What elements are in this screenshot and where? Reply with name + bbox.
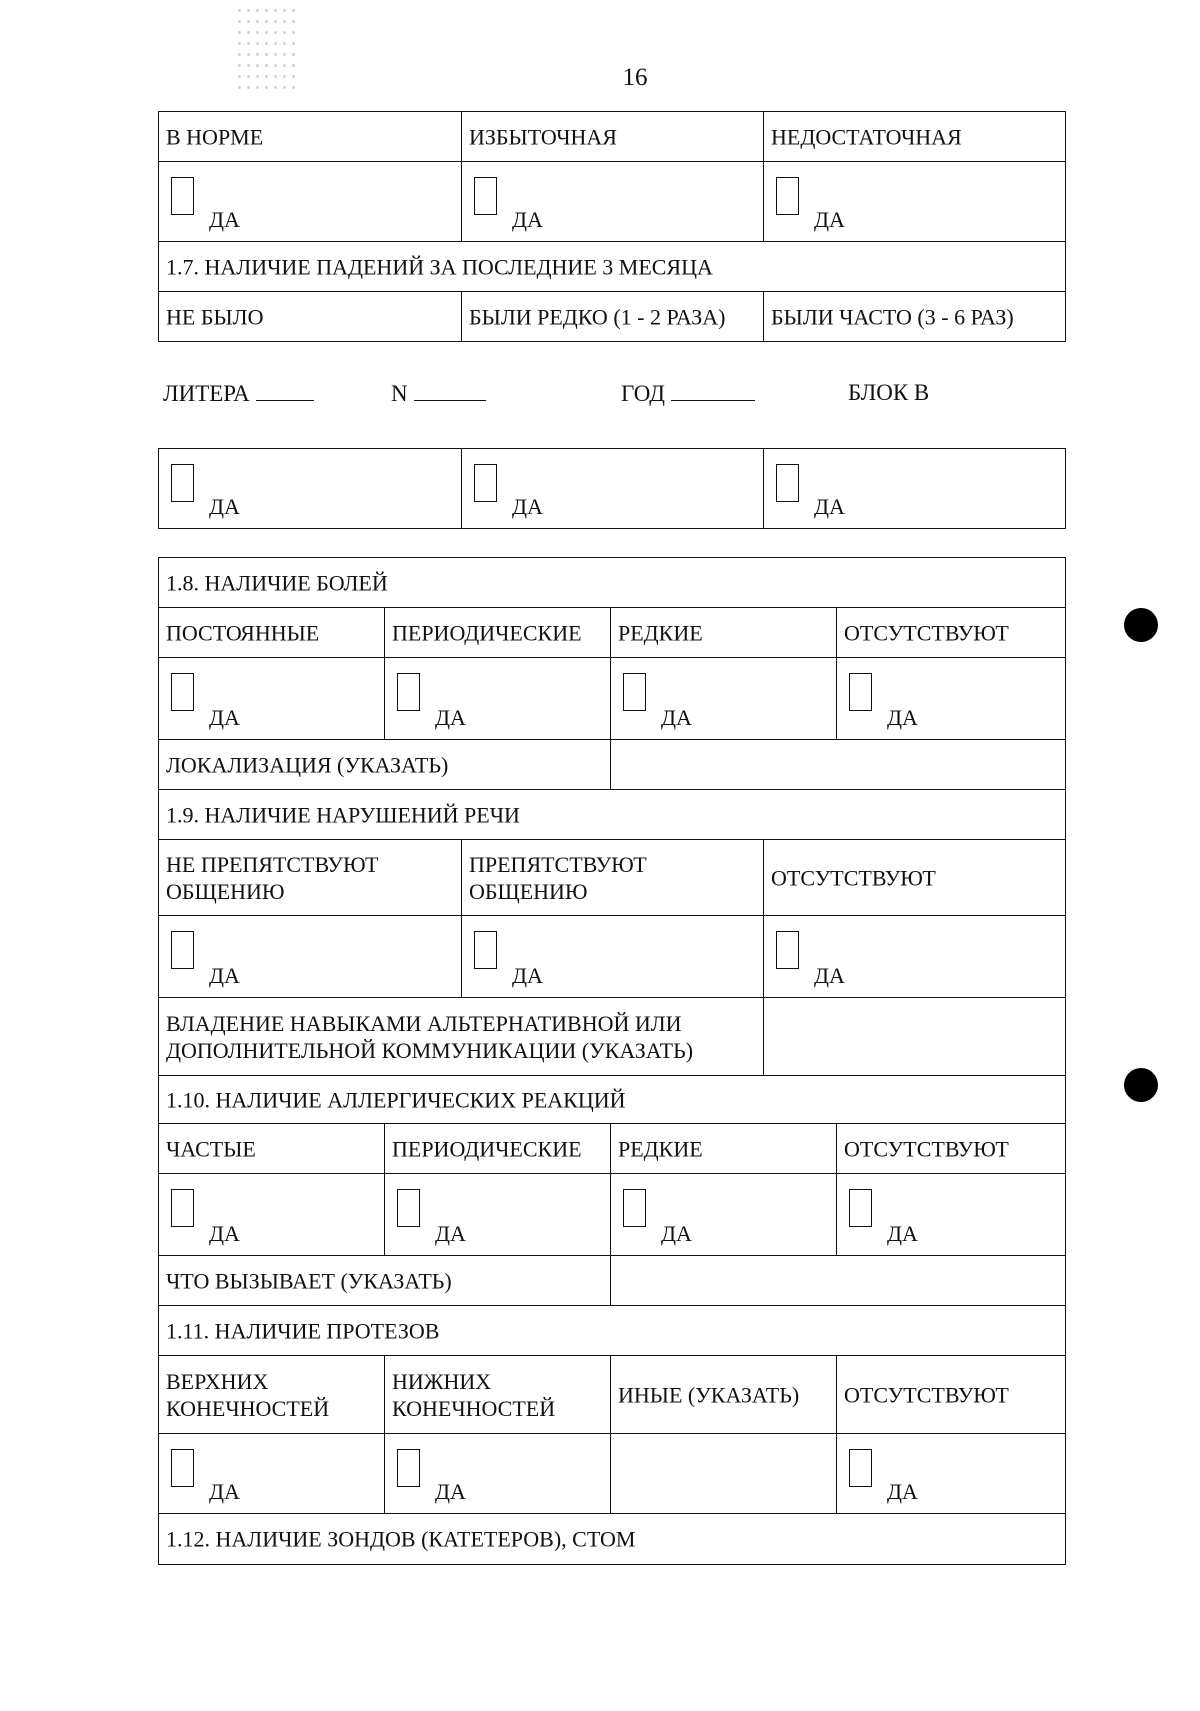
checkbox[interactable] [623, 1189, 646, 1227]
header-cell-rare: РЕДКИЕ [611, 1124, 837, 1174]
header-cell-insufficient: НЕДОСТАТОЧНАЯ [764, 112, 1065, 162]
checkbox-cell [764, 449, 1065, 528]
god-field: ГОД [621, 380, 755, 407]
checkbox-cell [837, 1174, 1065, 1256]
header-cell-periodic: ПЕРИОДИЧЕСКИЕ [385, 1124, 611, 1174]
checkbox-cell [159, 916, 462, 998]
checkbox-cell [462, 162, 764, 242]
header-cell-rare-falls: БЫЛИ РЕДКО (1 - 2 РАЗА) [462, 292, 764, 341]
section-title-1-8: 1.8. НАЛИЧИЕ БОЛЕЙ [159, 558, 1065, 608]
checkbox[interactable] [474, 931, 497, 969]
checkbox-label: ДА [661, 705, 692, 730]
checkbox-cell [385, 1434, 611, 1514]
checkbox[interactable] [397, 1449, 420, 1487]
checkbox[interactable] [776, 177, 799, 215]
n-blank[interactable] [414, 380, 486, 401]
alt-communication-input[interactable] [764, 998, 1065, 1076]
checkbox[interactable] [849, 1189, 872, 1227]
checkbox-label: ДА [435, 1221, 466, 1246]
header-cell-lower-limbs: НИЖНИХ КОНЕЧНОСТЕЙ [385, 1356, 611, 1434]
checkbox-label: ДА [209, 1479, 240, 1504]
checkbox-label: ДА [209, 1221, 240, 1246]
checkbox-cell [159, 658, 385, 740]
section-title-1-7: 1.7. НАЛИЧИЕ ПАДЕНИЙ ЗА ПОСЛЕДНИЕ 3 МЕСЯЦА [159, 242, 1065, 292]
n-field: N [391, 380, 486, 407]
form-table-weight-falls [158, 111, 1066, 342]
checkbox[interactable] [171, 1449, 194, 1487]
checkbox-cell [462, 449, 764, 528]
checkbox-cell [837, 658, 1065, 740]
header-cell-hinder: ПРЕПЯТСТВУЮТ ОБЩЕНИЮ [462, 840, 764, 916]
header-cell-upper-limbs: ВЕРХНИХ КОНЕЧНОСТЕЙ [159, 1356, 385, 1434]
header-cell-absent: ОТСУТСТВУЮТ [837, 1124, 1065, 1174]
litera-field: ЛИТЕРА [163, 380, 314, 407]
checkbox-cell [159, 162, 462, 242]
checkbox-label: ДА [814, 207, 845, 232]
section-title-1-11: 1.11. НАЛИЧИЕ ПРОТЕЗОВ [159, 1306, 1065, 1356]
header-cell-normal: В НОРМЕ [159, 112, 462, 162]
checkbox-label: ДА [512, 963, 543, 988]
checkbox-label: ДА [209, 207, 240, 232]
other-prosthesis-input[interactable] [611, 1434, 837, 1514]
checkbox-cell [764, 916, 1065, 998]
checkbox-cell [611, 1174, 837, 1256]
header-cell-periodic: ПЕРИОДИЧЕСКИЕ [385, 608, 611, 658]
header-cell-frequent-falls: БЫЛИ ЧАСТО (3 - 6 РАЗ) [771, 304, 1014, 329]
allergy-cause-input[interactable] [611, 1256, 1065, 1306]
checkbox-label: ДА [814, 963, 845, 988]
checkbox-label: ДА [209, 705, 240, 730]
section-title-1-10: 1.10. НАЛИЧИЕ АЛЛЕРГИЧЕСКИХ РЕАКЦИЙ [159, 1076, 1065, 1124]
block-label: БЛОК В [848, 380, 930, 405]
header-cell-constant: ПОСТОЯННЫЕ [159, 608, 385, 658]
hole-punch-mark [1124, 1068, 1158, 1102]
checkbox-label: ДА [209, 963, 240, 988]
localization-input[interactable] [611, 740, 1065, 790]
checkbox-label: ДА [512, 494, 543, 519]
checkbox-label: ДА [814, 494, 845, 519]
checkbox-cell [385, 1174, 611, 1256]
checkbox[interactable] [171, 673, 194, 711]
checkbox-cell [385, 658, 611, 740]
checkbox-label: ДА [435, 705, 466, 730]
checkbox-cell [159, 449, 462, 528]
checkbox[interactable] [623, 673, 646, 711]
header-cell-absent: ОТСУТСТВУЮТ [764, 840, 1065, 916]
scan-specks [235, 5, 295, 95]
checkbox-label: ДА [887, 1221, 918, 1246]
checkbox[interactable] [776, 931, 799, 969]
checkbox[interactable] [849, 673, 872, 711]
checkbox[interactable] [397, 1189, 420, 1227]
header-cell-absent: ОТСУТСТВУЮТ [837, 608, 1065, 658]
checkbox-label: ДА [512, 207, 543, 232]
checkbox[interactable] [171, 1189, 194, 1227]
form-table-falls-checkboxes [158, 448, 1066, 529]
header-cell-frequent: ЧАСТЫЕ [159, 1124, 385, 1174]
localization-label: ЛОКАЛИЗАЦИЯ (УКАЗАТЬ) [159, 740, 611, 790]
litera-blank[interactable] [256, 380, 314, 401]
checkbox[interactable] [171, 177, 194, 215]
checkbox[interactable] [171, 931, 194, 969]
header-cell-no-falls: НЕ БЫЛО [159, 292, 462, 341]
god-blank[interactable] [671, 380, 755, 401]
alt-communication-label: ВЛАДЕНИЕ НАВЫКАМИ АЛЬТЕРНАТИВНОЙ ИЛИ ДОПОЛНИТЕЛЬНОЙ КОММУНИКАЦИИ (УКАЗАТЬ) [159, 998, 764, 1076]
form-table-pain-speech-allergy [158, 557, 1066, 1565]
checkbox-label: ДА [887, 705, 918, 730]
checkbox[interactable] [776, 464, 799, 502]
checkbox[interactable] [397, 673, 420, 711]
checkbox-cell [462, 916, 764, 998]
checkbox-cell [837, 1434, 1065, 1514]
checkbox-cell [159, 1174, 385, 1256]
checkbox[interactable] [849, 1449, 872, 1487]
checkbox-label: ДА [209, 494, 240, 519]
header-cell-other: ИНЫЕ (УКАЗАТЬ) [611, 1356, 837, 1434]
checkbox[interactable] [474, 177, 497, 215]
allergy-cause-label: ЧТО ВЫЗЫВАЕТ (УКАЗАТЬ) [159, 1256, 611, 1306]
page-number: 16 [622, 64, 648, 91]
checkbox-cell [159, 1434, 385, 1514]
checkbox[interactable] [474, 464, 497, 502]
checkbox[interactable] [171, 464, 194, 502]
checkbox-label: ДА [887, 1479, 918, 1504]
header-cell-rare: РЕДКИЕ [611, 608, 837, 658]
checkbox-label: ДА [435, 1479, 466, 1504]
checkbox-cell [611, 658, 837, 740]
header-cell-not-hinder: НЕ ПРЕПЯТСТВУЮТ ОБЩЕНИЮ [159, 840, 462, 916]
checkbox-cell [764, 162, 1065, 242]
header-fields [163, 380, 1063, 420]
section-title-1-12: 1.12. НАЛИЧИЕ ЗОНДОВ (КАТЕТЕРОВ), СТОМ [166, 1526, 636, 1551]
section-title-1-9: 1.9. НАЛИЧИЕ НАРУШЕНИЙ РЕЧИ [159, 790, 1065, 840]
hole-punch-mark [1124, 608, 1158, 642]
checkbox-label: ДА [661, 1221, 692, 1246]
header-cell-absent: ОТСУТСТВУЮТ [837, 1356, 1065, 1434]
header-cell-excess: ИЗБЫТОЧНАЯ [462, 112, 764, 162]
